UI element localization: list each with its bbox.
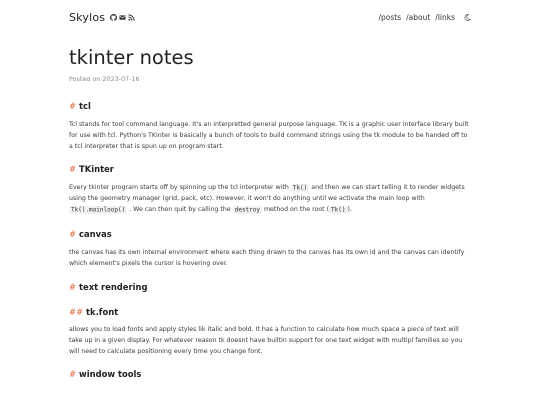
rss-icon[interactable] xyxy=(128,14,135,21)
text-run: Every tkinter program starts off by spinning up the tcl interpreter with xyxy=(69,184,289,192)
anchor-link[interactable]: # xyxy=(69,228,77,239)
mail-icon[interactable] xyxy=(119,14,126,21)
anchor-link[interactable]: # xyxy=(69,101,77,111)
section-window-tools xyxy=(69,368,471,380)
heading-text: tk.font xyxy=(86,306,119,317)
anchor-link[interactable]: # xyxy=(69,369,77,380)
post-content xyxy=(69,45,471,380)
inline-code: Tk() xyxy=(331,206,346,214)
section-heading xyxy=(69,163,471,175)
anchor-link[interactable]: # xyxy=(69,281,77,292)
text-run: . We can then quit by calling the xyxy=(129,206,231,214)
paragraph: allows you to load fonts and apply styles lik italic and bold. It has a function to calculate how much space a piece of text will take up in a given display. For whatever reason tk doesnt have builtin support for one text widget with multipl families so you will need to calculate positioning every time you change font. xyxy=(69,325,463,355)
text-run: and then we can start telling it to render widgets using the geometry manager (grid, pack, etc). However, it won't do anything until we activate the main loop with xyxy=(69,184,465,203)
nav-about[interactable]: /about xyxy=(406,12,431,22)
section-heading xyxy=(69,228,471,240)
inline-code: destroy xyxy=(234,206,260,214)
section-heading xyxy=(69,281,471,293)
anchor-link[interactable]: # xyxy=(69,164,77,175)
heading-text: TKinter xyxy=(79,164,114,175)
section-heading xyxy=(69,306,471,318)
paragraph: Tcl stands for tool command language. It's an interpretted general purpose language. TK is a graphic user interface library built for use with tcl. Python's TKinter is basically a bunch of tools to build command strings using the tk module to be handed off to a tcl interpreter that is spun up on program start. xyxy=(69,121,469,151)
site-header xyxy=(69,9,471,25)
nav-links[interactable]: /links xyxy=(435,12,455,22)
top-nav xyxy=(378,13,471,22)
paragraph: the canvas has its own internal environment where each thing drawn to the canvas has its own id and the canvas can identify which element's pixels the cursor is hovering over. xyxy=(69,248,465,267)
anchor-link[interactable]: ## xyxy=(69,306,84,317)
paragraph xyxy=(69,182,471,215)
nav-posts[interactable]: /posts xyxy=(378,12,402,22)
post-date: Posted on 2023-07-16 xyxy=(69,75,140,83)
heading-text: canvas xyxy=(79,228,112,239)
text-run: ). xyxy=(347,206,352,214)
section-text-rendering xyxy=(69,281,471,293)
brand xyxy=(69,11,135,24)
section-heading xyxy=(69,100,471,112)
github-icon[interactable] xyxy=(110,14,117,21)
heading-text: text rendering xyxy=(79,281,148,292)
social-links xyxy=(110,14,135,21)
section-tkinter xyxy=(69,163,471,215)
inline-code: Tk() xyxy=(292,184,308,192)
section-tcl xyxy=(69,100,471,152)
section-tkfont xyxy=(69,306,471,357)
section-heading xyxy=(69,368,471,380)
site-title[interactable]: Skylos xyxy=(69,10,106,24)
inline-code: Tk().mainloop() xyxy=(71,206,126,214)
section-canvas xyxy=(69,228,471,269)
heading-text: window tools xyxy=(79,369,142,380)
moon-icon[interactable] xyxy=(460,14,471,21)
text-run: method on the root ( xyxy=(263,206,330,214)
heading-text: tcl xyxy=(79,101,91,111)
page-title: tkinter notes xyxy=(69,46,194,69)
